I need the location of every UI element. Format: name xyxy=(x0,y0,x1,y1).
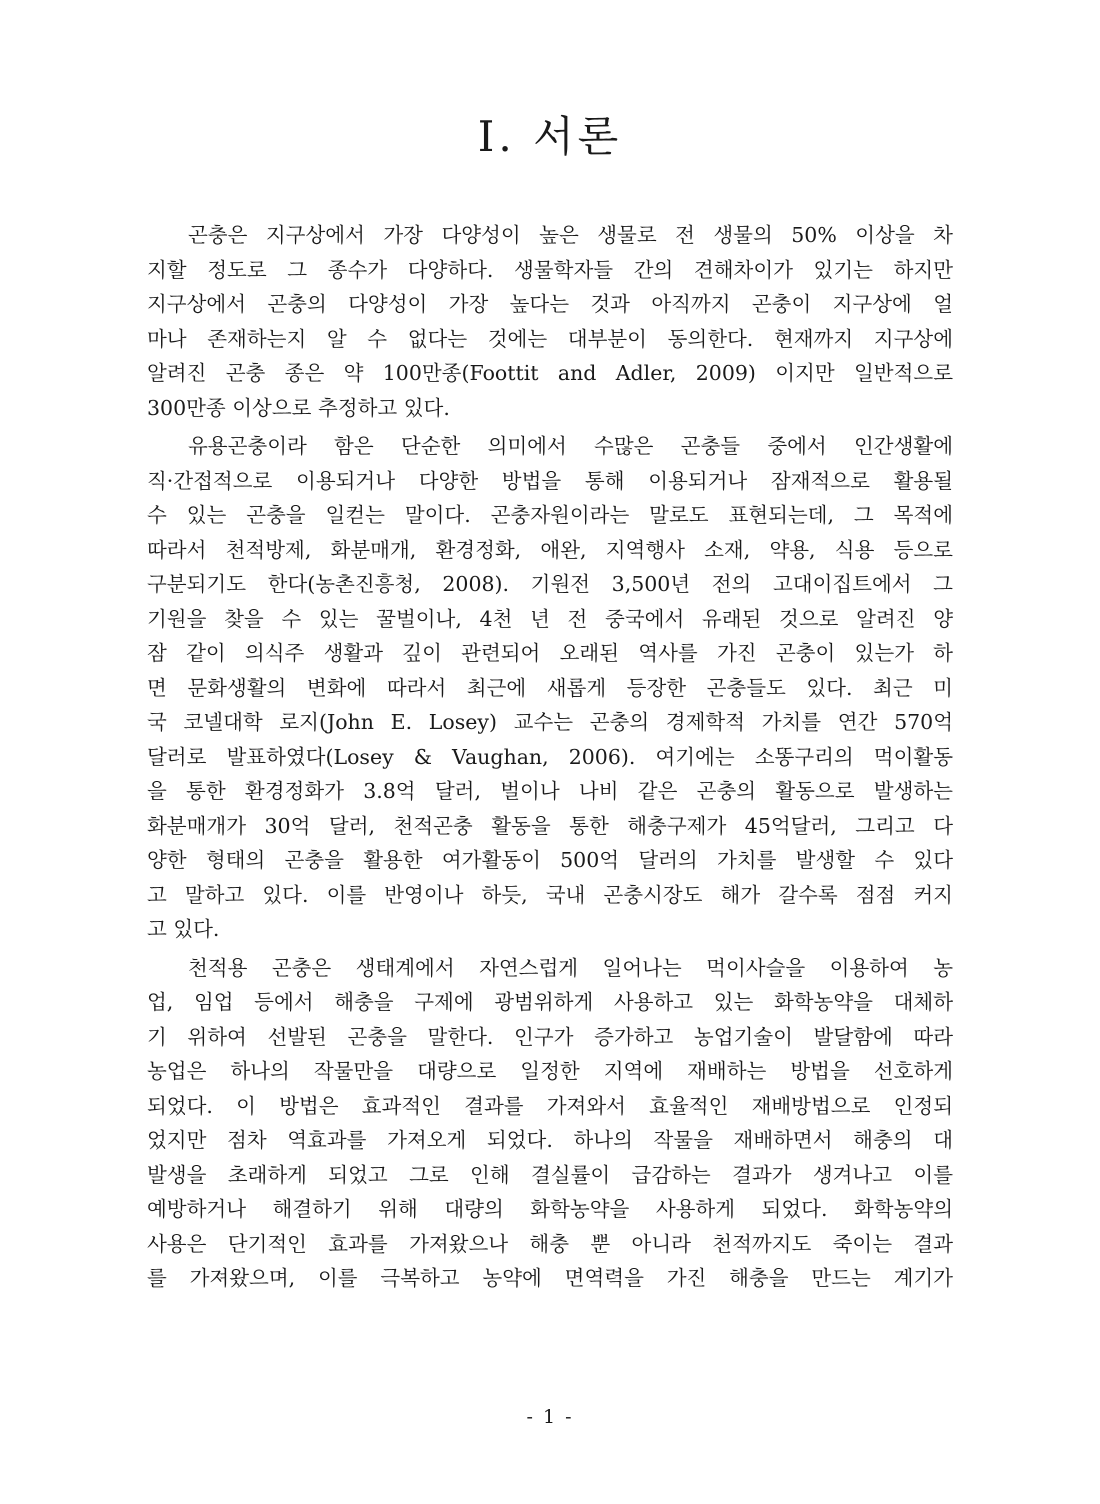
text-line: 화분매개가 30억 달러, 천적곤충 활동을 통한 해충구제가 45억달러, 그리고 다 xyxy=(147,813,953,838)
text-line: 알려진 곤충 종은 약 100만종(Foottit and Adler, 2009) 이지만 일반적으로 xyxy=(147,361,953,385)
text-line: 를 가져왔으며, 이를 극복하고 농약에 면역력을 가진 해충을 만드는 계기가 xyxy=(147,1266,953,1290)
text-line: 업, 임업 등에서 해충을 구제에 광범위하게 사용하고 있는 화학농약을 대체하 xyxy=(147,990,953,1014)
text-line: 300만종 이상으로 추정하고 있다. xyxy=(147,395,450,420)
text-line: 곤충은 지구상에서 가장 다양성이 높은 생물로 전 생물의 50% 이상을 차 xyxy=(188,223,953,247)
page-title: Ⅰ. 서론 xyxy=(477,112,623,161)
page-number: - 1 - xyxy=(526,1406,574,1428)
text-line: 사용은 단기적인 효과를 가져왔으나 해충 뿐 아니라 천적까지도 죽이는 결과 xyxy=(147,1231,953,1256)
text-line: 구분되기도 한다(농촌진흥청, 2008). 기원전 3,500년 전의 고대이집트에서 그 xyxy=(147,572,953,596)
text-line: 마나 존재하는지 알 수 없다는 것에는 대부분이 동의한다. 현재까지 지구상에 xyxy=(147,326,953,351)
text-line: 기 위하여 선발된 곤충을 말한다. 인구가 증가하고 농업기술이 발달함에 따라 xyxy=(147,1024,953,1049)
text-line: 발생을 초래하게 되었고 그로 인해 결실률이 급감하는 결과가 생겨나고 이를 xyxy=(147,1162,953,1187)
text-line: 잠 같이 의식주 생활과 깊이 관련되어 오래된 역사를 가진 곤충이 있는가 하 xyxy=(147,641,953,665)
text-line: 달러로 발표하였다(Losey & Vaughan, 2006). 여기에는 소똥구리의 먹이활동 xyxy=(147,744,953,769)
paragraph-1 xyxy=(147,218,953,425)
text-line: 천적용 곤충은 생태계에서 자연스럽게 일어나는 먹이사슬을 이용하여 농 xyxy=(188,955,953,980)
text-line: 따라서 천적방제, 화분매개, 환경정화, 애완, 지역행사 소재, 약용, 식용 등으로 xyxy=(147,537,953,562)
text-line: 었지만 점차 역효과를 가져오게 되었다. 하나의 작물을 재배하면서 해충의 대 xyxy=(147,1128,953,1152)
text-line: 지할 정도로 그 종수가 다양하다. 생물학자들 간의 견해차이가 있기는 하지만 xyxy=(147,257,953,282)
text-line: 지구상에서 곤충의 다양성이 가장 높다는 것과 아직까지 곤충이 지구상에 얼 xyxy=(147,292,953,316)
text-line: 고 있다. xyxy=(147,917,220,941)
text-line: 농업은 하나의 작물만을 대량으로 일정한 지역에 재배하는 방법을 선호하게 xyxy=(147,1059,953,1083)
text-line: 기원을 찾을 수 있는 꿀벌이나, 4천 년 전 중국에서 유래된 것으로 알려진 양 xyxy=(147,606,953,631)
text-line: 수 있는 곤충을 일컫는 말이다. 곤충자원이라는 말로도 표현되는데, 그 목적에 xyxy=(147,503,953,527)
text-line: 직·간접적으로 이용되거나 다양한 방법을 통해 이용되거나 잠재적으로 활용될 xyxy=(147,468,953,493)
text-line: 되었다. 이 방법은 효과적인 결과를 가져와서 효율적인 재배방법으로 인정되 xyxy=(147,1093,953,1118)
text-line: 예방하거나 해결하기 위해 대량의 화학농약을 사용하게 되었다. 화학농약의 xyxy=(147,1197,953,1221)
text-line: 국 코넬대학 로지(John E. Losey) 교수는 곤충의 경제학적 가치를 연간 570억 xyxy=(147,710,953,734)
paragraph-2 xyxy=(147,429,953,947)
body-text xyxy=(147,218,953,1296)
paragraph-3 xyxy=(147,951,953,1296)
text-line: 양한 형태의 곤충을 활용한 여가활동이 500억 달러의 가치를 발생할 수 있다 xyxy=(147,848,953,872)
text-line: 면 문화생활의 변화에 따라서 최근에 새롭게 등장한 곤충들도 있다. 최근 미 xyxy=(147,675,953,700)
text-line: 을 통한 환경정화가 3.8억 달러, 벌이나 나비 같은 곤충의 활동으로 발생하는 xyxy=(147,779,953,803)
text-line: 고 말하고 있다. 이를 반영이나 하듯, 국내 곤충시장도 해가 갈수록 점점 커지 xyxy=(147,882,953,907)
text-line: 유용곤충이라 함은 단순한 의미에서 수많은 곤충들 중에서 인간생활에 xyxy=(188,434,953,458)
